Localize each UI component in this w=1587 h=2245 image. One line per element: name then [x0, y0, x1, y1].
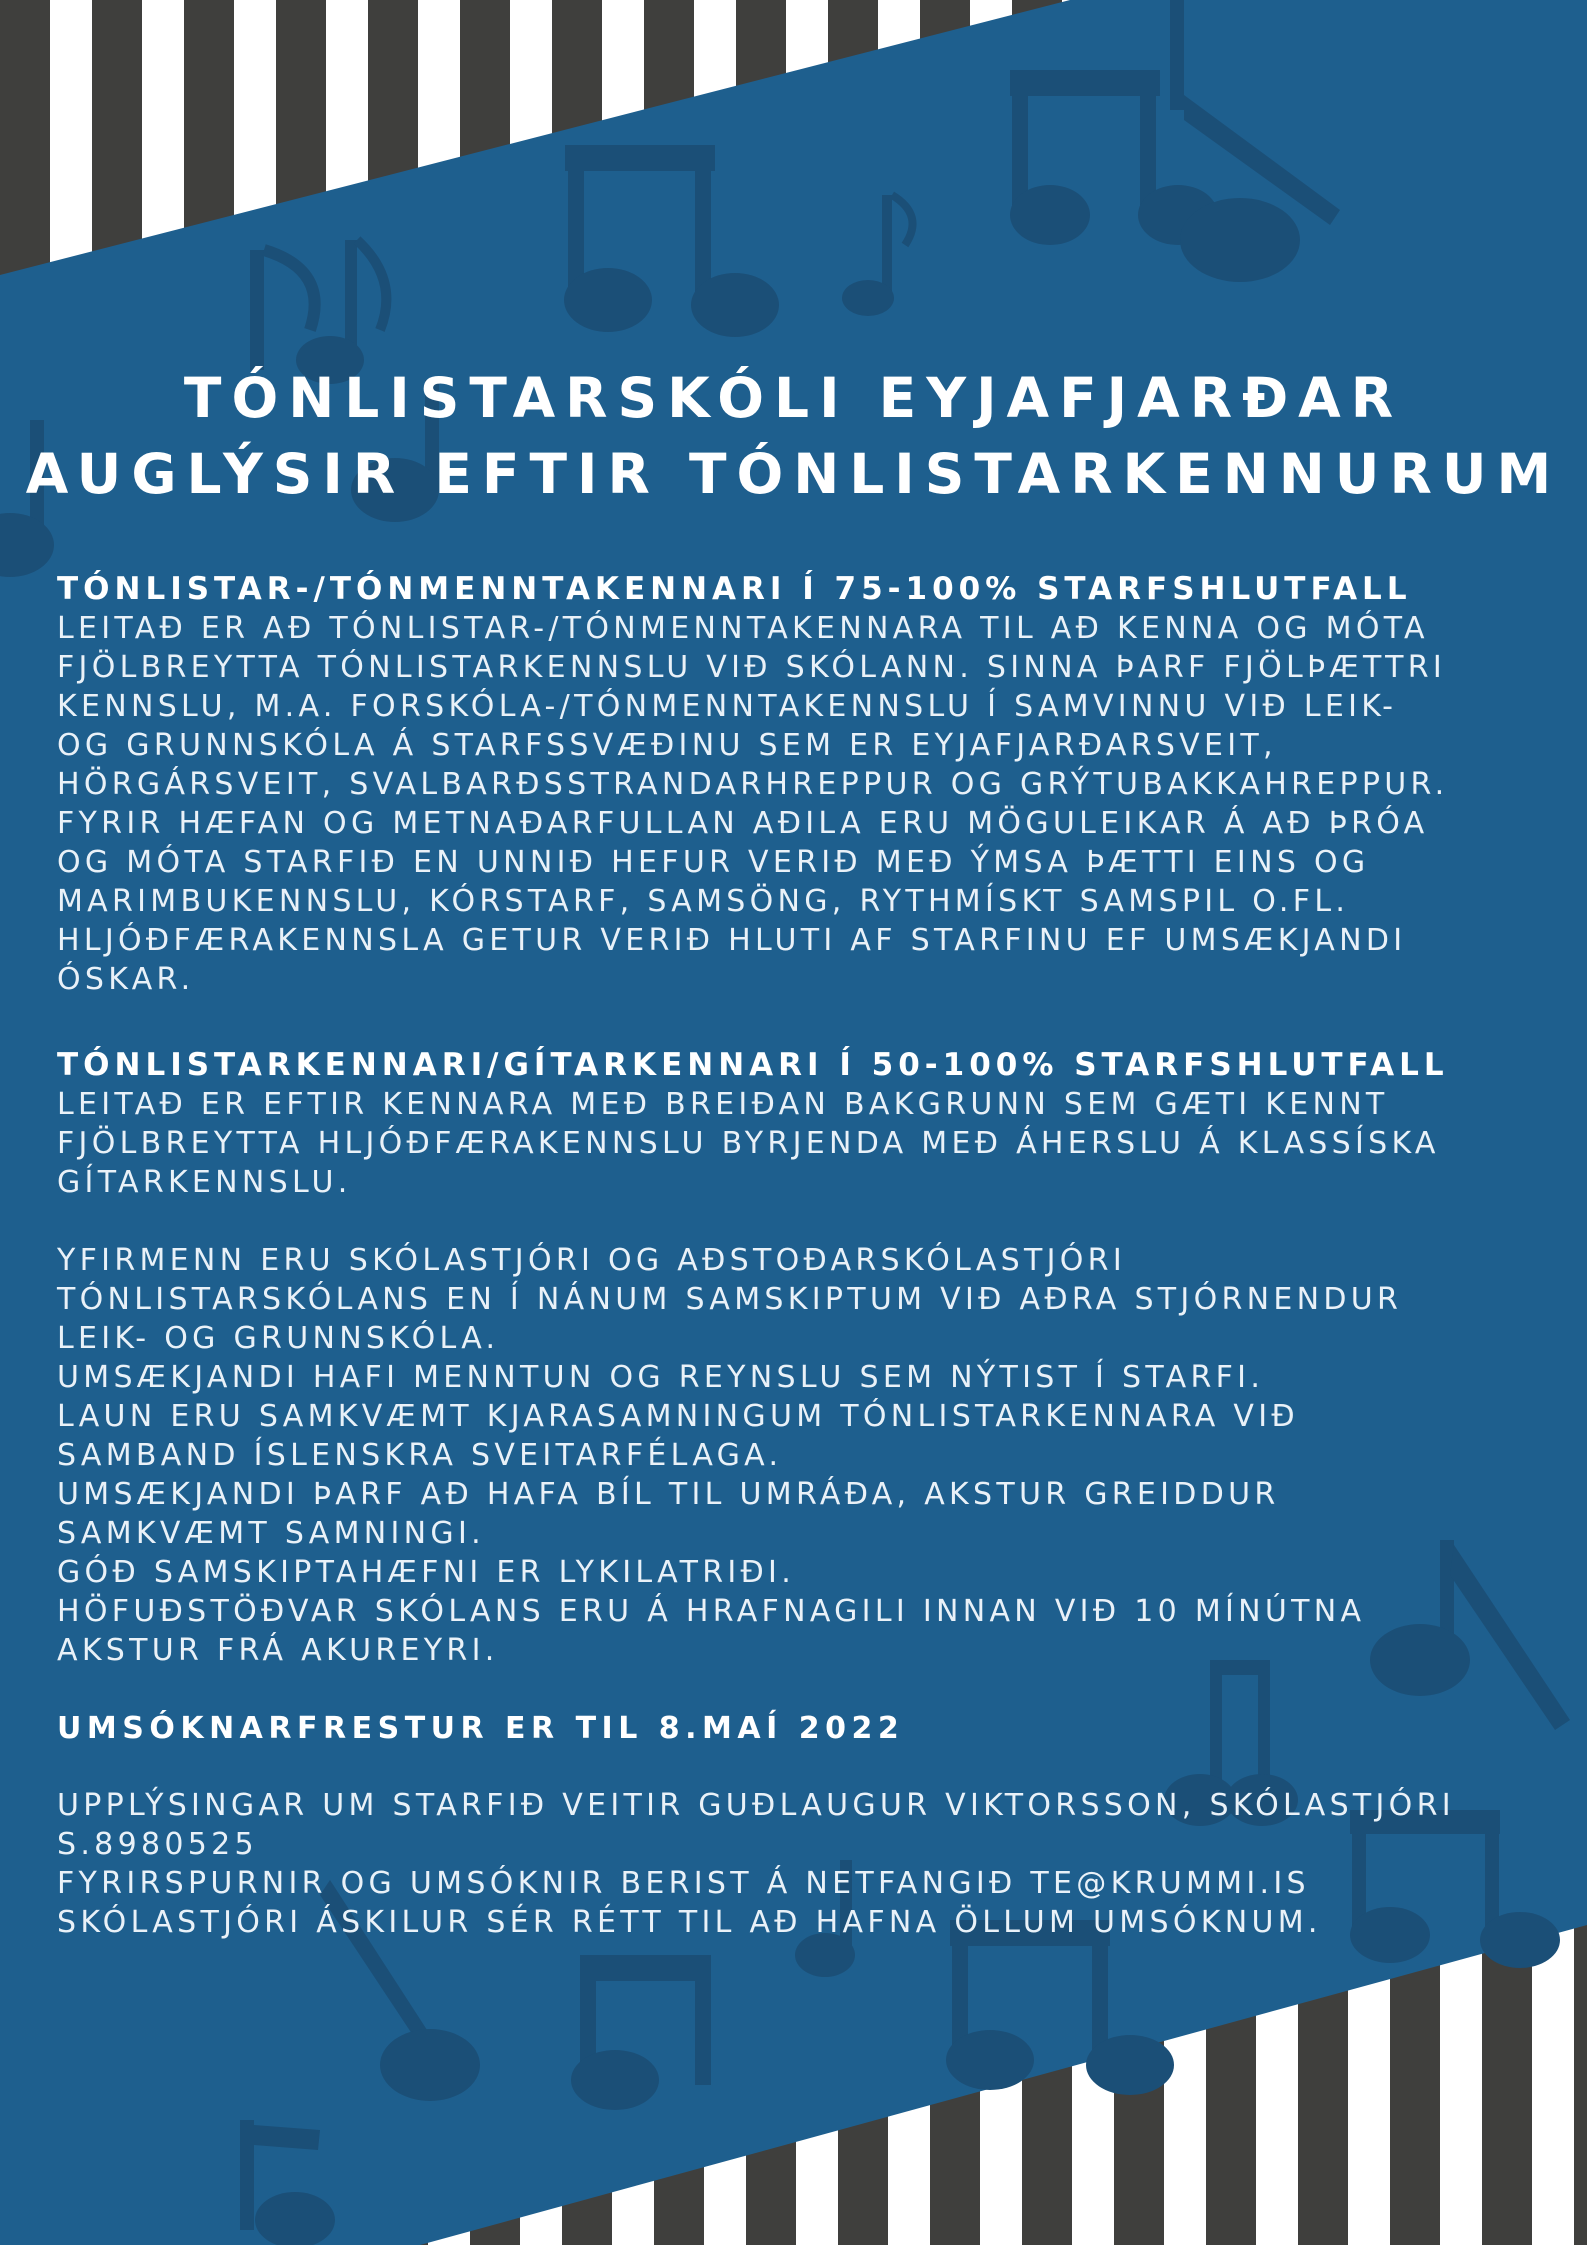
general-line: LAUN ERU SAMKVÆMT KJARASAMNINGUM TÓNLISTARKENNARA VIÐ	[57, 1399, 1299, 1434]
general-line: HÖFUÐSTÖÐVAR SKÓLANS ERU Á HRAFNAGILI INNAN VIÐ 10 MÍNÚTNA	[57, 1594, 1366, 1629]
general-line: LEIK- OG GRUNNSKÓLA.	[57, 1321, 500, 1356]
general-info	[57, 1241, 1557, 1670]
general-line: AKSTUR FRÁ AKUREYRI.	[57, 1633, 499, 1668]
job1-line: MARIMBUKENNSLU, KÓRSTARF, SAMSÖNG, RYTHMÍSKT SAMSPIL O.FL.	[57, 884, 1350, 919]
contact-line: FYRIRSPURNIR OG UMSÓKNIR BERIST Á NETFANGIÐ TE@KRUMMI.IS	[57, 1866, 1310, 1901]
job2-heading: TÓNLISTARKENNARI/GÍTARKENNARI Í 50-100% STARFSHLUTFALL	[57, 1047, 1449, 1083]
job1-line: OG GRUNNSKÓLA Á STARFSSVÆÐINU SEM ER EYJAFJARÐARSVEIT,	[57, 728, 1277, 763]
job1-description	[57, 609, 1557, 999]
job1-line: HLJÓÐFÆRAKENNSLA GETUR VERIÐ HLUTI AF STARFINU EF UMSÆKJANDI	[57, 923, 1407, 958]
general-line: YFIRMENN ERU SKÓLASTJÓRI OG AÐSTOÐARSKÓLASTJÓRI	[57, 1243, 1126, 1278]
job2-line: FJÖLBREYTTA HLJÓÐFÆRAKENNSLU BYRJENDA MEÐ ÁHERSLU Á KLASSÍSKA	[57, 1126, 1440, 1161]
general-line: TÓNLISTARSKÓLANS EN Í NÁNUM SAMSKIPTUM VIÐ AÐRA STJÓRNENDUR	[57, 1282, 1403, 1317]
title-line-2: AUGLÝSIR EFTIR TÓNLISTARKENNURUM	[25, 442, 1562, 506]
general-line: UMSÆKJANDI HAFI MENNTUN OG REYNSLU SEM NÝTIST Í STARFI.	[57, 1360, 1265, 1395]
contact-info	[57, 1786, 1557, 1942]
job1-line: ÓSKAR.	[57, 962, 195, 997]
contact-line: S.8980525	[57, 1827, 258, 1862]
job1-line: LEITAÐ ER AÐ TÓNLISTAR-/TÓNMENNTAKENNARA TIL AÐ KENNA OG MÓTA	[57, 611, 1429, 646]
general-line: UMSÆKJANDI ÞARF AÐ HAFA BÍL TIL UMRÁÐA, AKSTUR GREIDDUR	[57, 1477, 1280, 1512]
general-line: SAMKVÆMT SAMNINGI.	[57, 1516, 485, 1551]
general-line: SAMBAND ÍSLENSKRA SVEITARFÉLAGA.	[57, 1438, 783, 1473]
job1-line: KENNSLU, M.A. FORSKÓLA-/TÓNMENNTAKENNSLU Í SAMVINNU VIÐ LEIK-	[57, 689, 1398, 724]
job1-heading: TÓNLISTAR-/TÓNMENNTAKENNARI Í 75-100% STARFSHLUTFALL	[57, 571, 1412, 607]
job2-line: GÍTARKENNSLU.	[57, 1165, 352, 1200]
application-deadline: UMSÓKNARFRESTUR ER TIL 8.MAÍ 2022	[57, 1711, 905, 1746]
contact-line: SKÓLASTJÓRI ÁSKILUR SÉR RÉTT TIL AÐ HAFNA ÖLLUM UMSÓKNUM.	[57, 1905, 1322, 1940]
contact-line: UPPLÝSINGAR UM STARFIÐ VEITIR GUÐLAUGUR VIKTORSSON, SKÓLASTJÓRI	[57, 1788, 1455, 1823]
job1-line: FJÖLBREYTTA TÓNLISTARKENNSLU VIÐ SKÓLANN. SINNA ÞARF FJÖLÞÆTTRI	[57, 650, 1446, 685]
job1-line: FYRIR HÆFAN OG METNAÐARFULLAN AÐILA ERU MÖGULEIKAR Á AÐ ÞRÓA	[57, 806, 1429, 841]
job2-description	[57, 1085, 1557, 1202]
job1-line: HÖRGÁRSVEIT, SVALBARÐSSTRANDARHREPPUR OG GRÝTUBAKKAHREPPUR.	[57, 767, 1449, 802]
title-line-1: TÓNLISTARSKÓLI EYJAFJARÐAR	[183, 366, 1404, 430]
job1-line: OG MÓTA STARFIÐ EN UNNIÐ HEFUR VERIÐ MEÐ ÝMSA ÞÆTTI EINS OG	[57, 845, 1370, 880]
general-line: GÓÐ SAMSKIPTAHÆFNI ER LYKILATRIÐI.	[57, 1555, 796, 1590]
job2-line: LEITAÐ ER EFTIR KENNARA MEÐ BREIÐAN BAKGRUNN SEM GÆTI KENNT	[57, 1087, 1389, 1122]
